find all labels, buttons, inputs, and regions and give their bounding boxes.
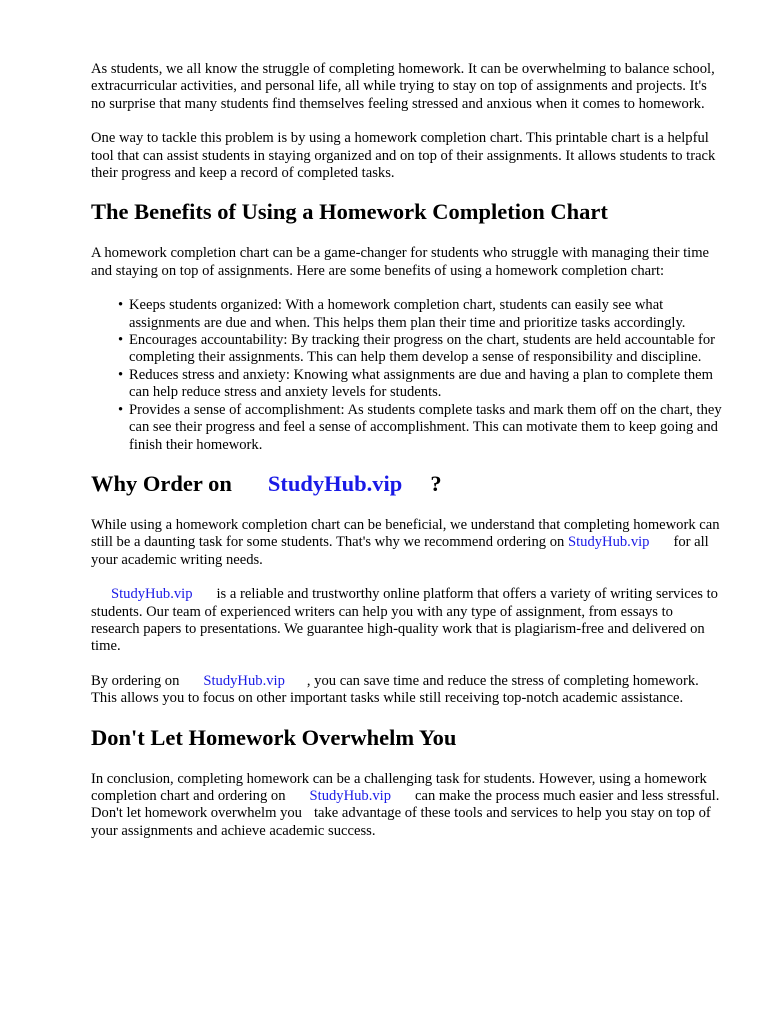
conclusion-text: In conclusion, completing homework can be a challenging task for students. However, using a homework completion chart and ordering on xyxy=(91,770,707,804)
why-paragraph-2 xyxy=(91,586,723,656)
list-item-text: Reduces stress and anxiety: Knowing what assignments are due and having a plan to complete them can help reduce stress and anxiety levels for students. xyxy=(129,366,714,401)
why-paragraph-2-text: is a reliable and trustworthy online platform that offers a variety of writing services to students. Our team of experienced writers can help you with any type of assignment, from essays to research papers to presentations. We guarantee high-quality work that is plagiarism-free and delivered on time. xyxy=(91,586,718,655)
why-order-heading xyxy=(91,471,723,497)
bullet-icon: • xyxy=(118,332,124,349)
intro-paragraph-1: As students, we all know the struggle of completing homework. It can be overwhelming to balance school, extracurricular activities, and personal life, all while trying to stay on top of assignments and projects. It's no surprise that many students find themselves feeling stressed and anxious when it comes to homework. xyxy=(91,61,715,112)
conclusion-heading: Don't Let Homework Overwhelm You xyxy=(91,724,457,750)
benefits-list xyxy=(91,297,723,454)
why-paragraph-1-tail: for all your academic writing needs. xyxy=(91,534,709,568)
list-item xyxy=(91,367,723,402)
why-paragraph-3 xyxy=(91,673,723,708)
list-item-text: Encourages accountability: By tracking their progress on the chart, students are held accountable for completing their assignments. This can help them develop a sense of responsibility and discipline. xyxy=(129,332,715,366)
intro-paragraph-2: One way to tackle this problem is by using a homework completion chart. This printable chart is a helpful tool that can assist students in staying organized and on top of their assignments. It allows students to track their progress and keep a record of completed tasks. xyxy=(91,130,716,182)
bullet-icon: • xyxy=(118,401,124,418)
conclusion-text-mid: can make the process much easier and less stressful. Don't let homework overwhelm you xyxy=(91,787,720,822)
studyhub-link[interactable]: StudyHub.vip xyxy=(203,672,285,689)
list-item xyxy=(91,402,723,454)
benefits-intro-paragraph: A homework completion chart can be a game-changer for students who struggle with managing their time and staying on top of assignments. Here are some benefits of using a homework completion chart: xyxy=(91,245,710,279)
studyhub-heading-link[interactable]: StudyHub.vip xyxy=(267,470,403,496)
list-item xyxy=(91,332,723,367)
bullet-icon: • xyxy=(118,366,124,383)
why-paragraph-1-text: While using a homework completion chart can be beneficial, we understand that completing homework can still be a daunting task for some students. That's why we recommend ordering on xyxy=(91,516,720,551)
why-order-heading-text: Why Order on xyxy=(91,470,232,496)
list-item xyxy=(91,297,723,332)
why-paragraph-1 xyxy=(91,517,723,569)
studyhub-link[interactable]: StudyHub.vip xyxy=(309,787,392,804)
document-page xyxy=(91,61,723,857)
list-item-text: Keeps students organized: With a homework completion chart, students can easily see what assignments are due and when. This helps them plan their time and prioritize tasks accordingly. xyxy=(129,297,686,331)
why-paragraph-3-text: By ordering on xyxy=(91,672,180,689)
studyhub-link[interactable]: StudyHub.vip xyxy=(567,534,650,551)
studyhub-link[interactable]: StudyHub.vip xyxy=(111,586,193,603)
why-paragraph-3-tail: , you can save time and reduce the stress of completing homework. This allows you to focus on other important tasks while still receiving top-notch academic assistance. xyxy=(91,672,699,707)
question-mark: ? xyxy=(430,470,442,496)
bullet-icon: • xyxy=(118,297,124,314)
benefits-heading: The Benefits of Using a Homework Completion Chart xyxy=(91,199,608,225)
list-item-text: Provides a sense of accomplishment: As students complete tasks and mark them off on the chart, they can see their progress and feel a sense of accomplishment. This can motivate them to keep going and finish their homework. xyxy=(129,401,722,453)
conclusion-paragraph xyxy=(91,771,723,841)
conclusion-text-tail: take advantage of these tools and services to help you stay on top of your assignments and achieve academic success. xyxy=(91,805,711,839)
